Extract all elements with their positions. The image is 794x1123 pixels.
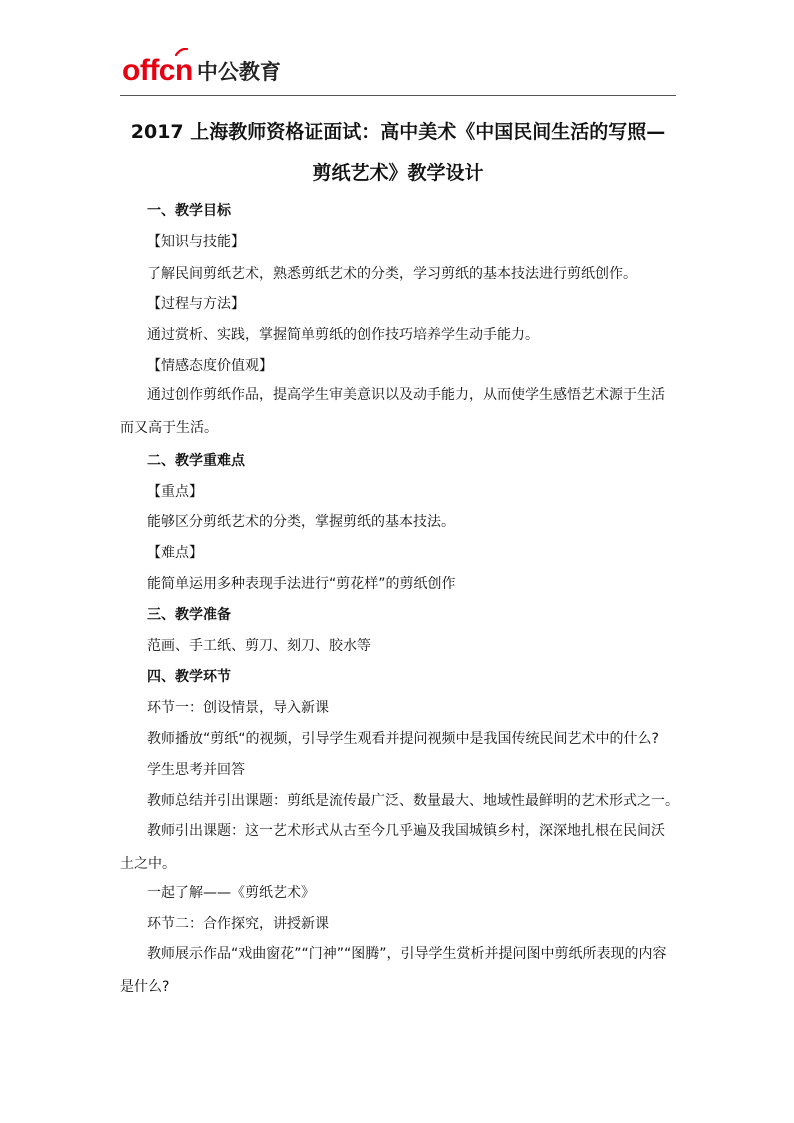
header-divider (120, 95, 676, 96)
subheading-difficulty: 【难点】 (147, 545, 203, 561)
step-one-title: 环节一：创设情景，导入新课 (147, 700, 329, 716)
subheading-process-method: 【过程与方法】 (147, 296, 245, 312)
paragraph-process-method: 通过赏析、实践，掌握简单剪纸的创作技巧培养学生动手能力。 (147, 327, 539, 343)
subheading-key-point: 【重点】 (147, 484, 203, 500)
subheading-knowledge-skills: 【知识与技能】 (147, 234, 245, 250)
logo-english-text: offcn (122, 54, 193, 87)
subheading-emotion-values: 【情感态度价值观】 (147, 358, 273, 374)
document-title-line-2: 剪纸艺术》教学设计 (312, 162, 484, 184)
logo-swoosh-icon (175, 48, 188, 56)
section-heading-preparation: 三、教学准备 (147, 607, 231, 623)
offcn-logo (122, 56, 281, 86)
paragraph-show-works: 教师展示作品“戏曲窗花”“门神”“图腾”，引导学生赏析并提问图中剪纸所表现的内容是什么? (120, 946, 667, 995)
paragraph-introduce-topic: 教师引出课题：这一艺术形式从古至今几乎遍及我国城镇乡村，深深地扎根在民间沃土之中。 (120, 823, 665, 872)
section-heading-key-points: 二、教学重难点 (147, 453, 245, 469)
paragraph-key-point: 能够区分剪纸艺术的分类，掌握剪纸的基本技法。 (147, 514, 455, 530)
paragraph-knowledge-skills: 了解民间剪纸艺术，熟悉剪纸艺术的分类，学习剪纸的基本技法进行剪纸创作。 (147, 266, 637, 282)
paragraph-students-answer: 学生思考并回答 (147, 762, 245, 778)
step-two-title: 环节二：合作探究，讲授新课 (147, 916, 329, 932)
paragraph-difficulty: 能简单运用多种表现手法进行“剪花样”的剪纸创作 (147, 576, 456, 592)
section-heading-objectives: 一、教学目标 (147, 203, 231, 219)
section-heading-teaching-steps: 四、教学环节 (147, 669, 231, 685)
page-header (120, 48, 676, 96)
paragraph-preparation: 范画、手工纸、剪刀、刻刀、胶水等 (147, 638, 371, 654)
paragraph-emotion-values: 通过创作剪纸作品，提高学生审美意识以及动手能力，从而使学生感悟艺术源于生活而又高于生活。 (120, 387, 665, 436)
logo-chinese-text: 中公教育 (196, 60, 281, 84)
paragraph-learn-together: 一起了解——《剪纸艺术》 (147, 885, 315, 901)
paragraph-video-question: 教师播放“剪纸“的视频，引导学生观看并提问视频中是我国传统民间艺术中的什么? (147, 731, 659, 747)
document-title-line-1: 2017 上海教师资格证面试：高中美术《中国民间生活的写照— (130, 121, 666, 143)
paragraph-teacher-summary: 教师总结并引出课题：剪纸是流传最广泛、数量最大、地域性最鲜明的艺术形式之一。 (147, 793, 679, 809)
